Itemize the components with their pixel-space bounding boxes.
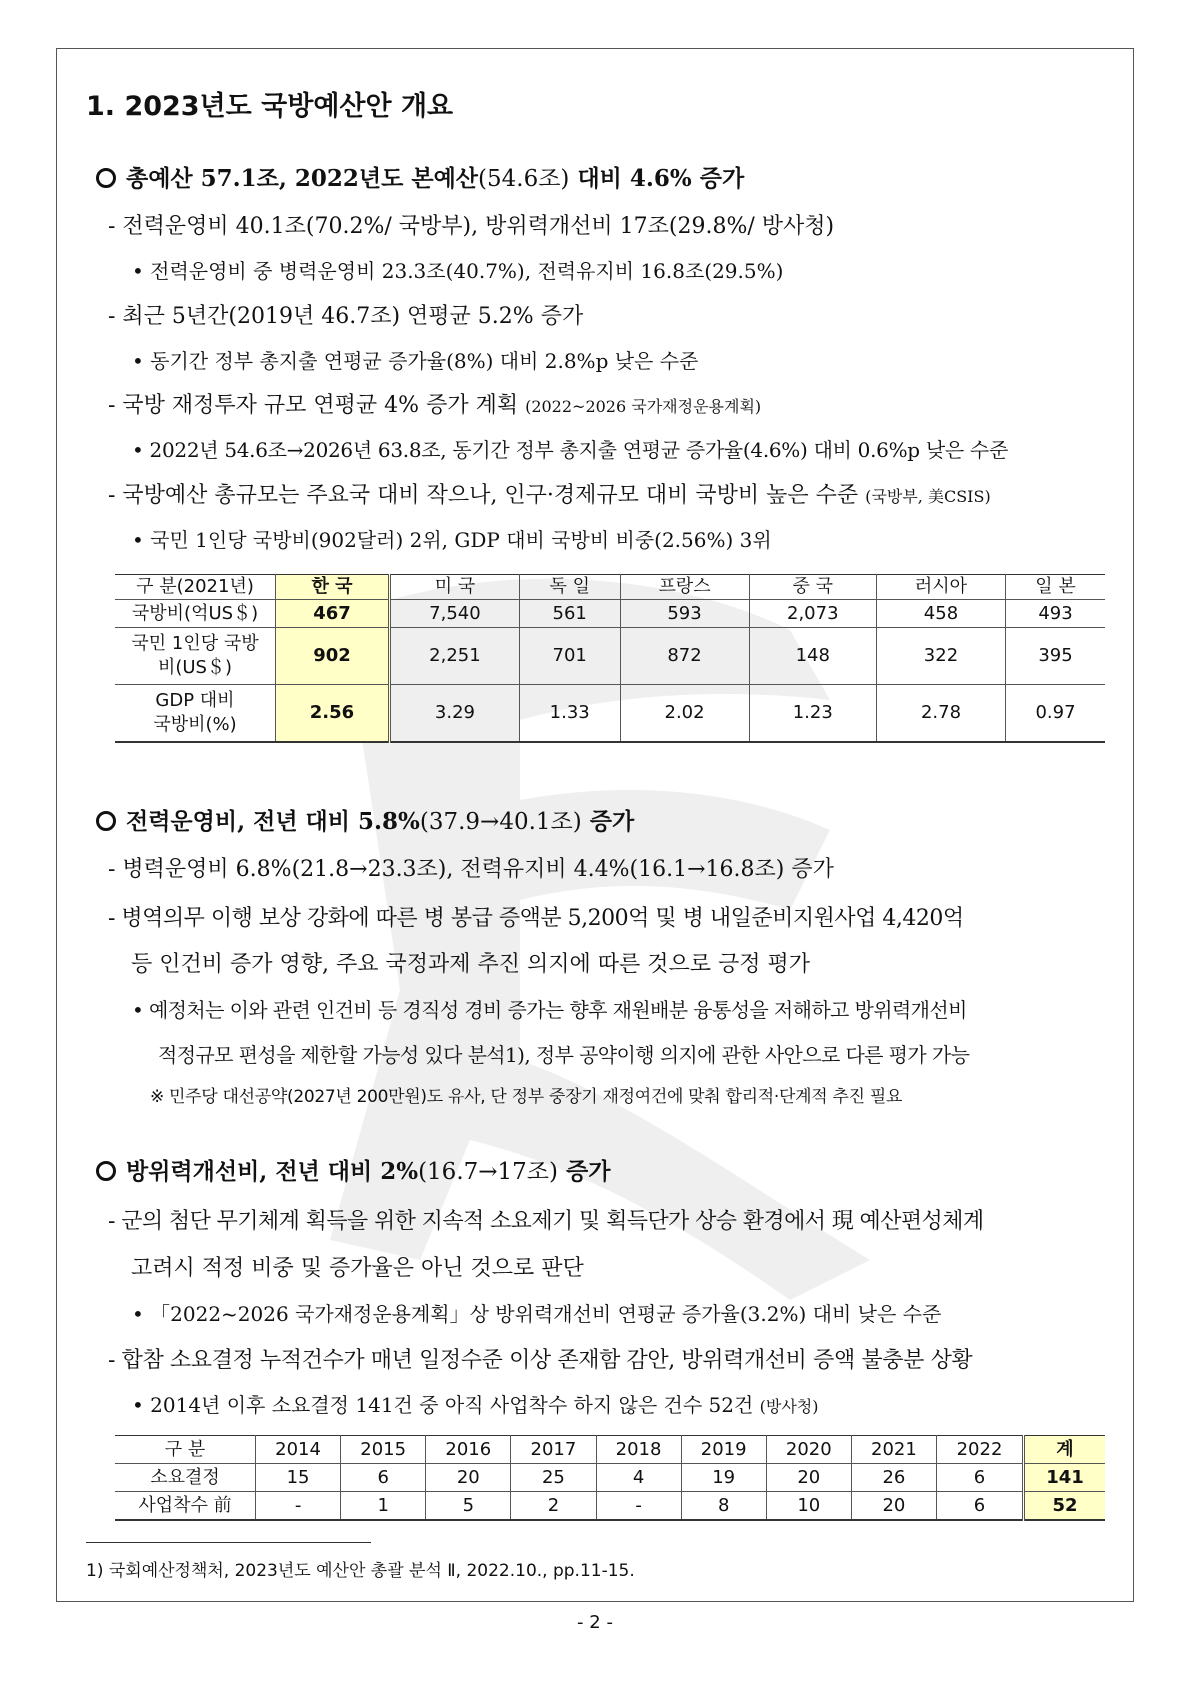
table-cell: 7,540 [390, 600, 520, 628]
table-header-cell: 미 국 [390, 575, 520, 600]
table-cell: 872 [620, 628, 749, 685]
table-cell: 561 [519, 600, 620, 628]
table-header-cell: 중 국 [749, 575, 876, 600]
table-row [115, 1492, 1105, 1521]
table-header-cell: 2016 [426, 1436, 511, 1464]
table-cell: - [596, 1492, 681, 1521]
s1-bullet-4: - 국방예산 총규모는 주요국 대비 작으나, 인구·경제규모 대비 국방비 높은 수준 (국방부, 美CSIS) [108, 483, 991, 508]
table-header-row [115, 1436, 1105, 1464]
table-header-cell: 한 국 [276, 575, 390, 600]
s1-bullet-1: - 전력운영비 40.1조(70.2%/ 국방부), 방위력개선비 17조(29.8%/ 방사청) [108, 214, 835, 239]
s3-bullet-2: - 합참 소요결정 누적건수가 매년 일정수준 이상 존재함 감안, 방위력개선비 증액 불충분 상황 [108, 1348, 973, 1373]
total-cell: 52 [1024, 1492, 1106, 1521]
table-cell: 19 [681, 1464, 766, 1492]
s3-bullet-2a: • 2014년 이후 소요결정 141건 중 아직 사업착수 하지 않은 건수 52건 (방사청) [132, 1393, 819, 1417]
s1-bullet-2: - 최근 5년간(2019년 46.7조) 연평균 5.2% 증가 [108, 304, 584, 329]
table-cell: 20 [426, 1464, 511, 1492]
s1-bullet-3a: • 2022년 54.6조→2026년 63.8조, 동기간 정부 총지출 연평균 증가율(4.6%) 대비 0.6%p 낮은 수준 [132, 438, 1008, 462]
s1-bullet-4a: • 국민 1인당 국방비(902달러) 2위, GDP 대비 국방비 비중(2.56%) 3위 [132, 528, 772, 552]
table-cell: 6 [937, 1464, 1024, 1492]
table-header-cell: 구 분(2021년) [115, 575, 276, 600]
table-header-cell: 2017 [511, 1436, 596, 1464]
table-cell: 902 [276, 628, 390, 685]
s2-bullet-2-line1: - 병역의무 이행 보상 강화에 따른 병 봉급 증액분 5,200억 및 병 내일준비지원사업 4,420억 [108, 906, 964, 931]
s2-bullet-2-line2: 등 인건비 증가 영향, 주요 국정과제 추진 의지에 따른 것으로 긍정 평가 [131, 952, 810, 977]
table-cell: 2.02 [620, 685, 749, 743]
s2-note: ※ 민주당 대선공약(2027년 200만원)도 유사, 단 정부 중장기 재정여건에 맞춰 합리적·단계적 추진 필요 [150, 1087, 903, 1107]
table-cell: - [256, 1492, 341, 1521]
table-cell: 20 [851, 1492, 936, 1521]
s1-bullet-1a: • 전력운영비 중 병력운영비 23.3조(40.7%), 전력유지비 16.8조(29.5%) [132, 259, 784, 283]
total-cell: 141 [1024, 1464, 1106, 1492]
table-cell: 493 [1005, 600, 1105, 628]
s3-bullet-1a: • 「2022~2026 국가재정운용계획」상 방위력개선비 연평균 증가율(3.2%) 대비 낮은 수준 [132, 1302, 942, 1326]
table-cell: 593 [620, 600, 749, 628]
table-cell: 5 [426, 1492, 511, 1521]
s3-bullet-1-line1: - 군의 첨단 무기체계 획득을 위한 지속적 소요제기 및 획득단가 상승 환경에서 現 예산편성체계 [108, 1209, 984, 1234]
defense-spending-comparison-table [115, 574, 1105, 743]
table-cell: 1 [341, 1492, 426, 1521]
table-cell: 322 [876, 628, 1005, 685]
table-header-row [115, 575, 1105, 600]
page-title: 1. 2023년도 국방예산안 개요 [86, 91, 454, 122]
requirement-decision-table [115, 1435, 1105, 1521]
table-cell: 2,251 [390, 628, 520, 685]
table-header-cell: 프랑스 [620, 575, 749, 600]
s2-bullet-2a-line2: 적정규모 편성을 제한할 가능성 있다 분석1), 정부 공약이행 의지에 관한 사안으로 다른 평가 가능 [158, 1043, 970, 1067]
table-cell: 395 [1005, 628, 1105, 685]
row-label: 국민 1인당 국방비(US＄) [115, 628, 276, 685]
table-row [115, 685, 1105, 743]
table-cell: 0.97 [1005, 685, 1105, 743]
table-cell: 10 [766, 1492, 851, 1521]
table-header-cell: 일 본 [1005, 575, 1105, 600]
table-cell: 2,073 [749, 600, 876, 628]
row-label: 소요결정 [115, 1464, 256, 1492]
table-cell: 1.23 [749, 685, 876, 743]
table-row [115, 1464, 1105, 1492]
table-cell: 8 [681, 1492, 766, 1521]
table-row [115, 600, 1105, 628]
table-cell: 2.78 [876, 685, 1005, 743]
table-cell: 4 [596, 1464, 681, 1492]
table-cell: 15 [256, 1464, 341, 1492]
table-header-cell: 구 분 [115, 1436, 256, 1464]
table-cell: 3.29 [390, 685, 520, 743]
section2-heading: 전력운영비, 전년 대비 5.8%(37.9→40.1조) 증가 [96, 803, 634, 836]
table-cell: 1.33 [519, 685, 620, 743]
table-cell: 458 [876, 600, 1005, 628]
table-header-cell: 러시아 [876, 575, 1005, 600]
table-header-cell: 2021 [851, 1436, 936, 1464]
row-label: 사업착수 前 [115, 1492, 256, 1521]
s3-bullet-1-line2: 고려시 적정 비중 및 증가율은 아닌 것으로 판단 [131, 1256, 584, 1281]
table-row [115, 628, 1105, 685]
page-number: - 2 - [577, 1612, 613, 1633]
table-header-cell: 2014 [256, 1436, 341, 1464]
section3-heading: 방위력개선비, 전년 대비 2%(16.7→17조) 증가 [96, 1153, 610, 1186]
table-header-cell: 2022 [937, 1436, 1024, 1464]
circle-bullet-icon [96, 1161, 116, 1181]
row-label: GDP 대비 국방비(%) [115, 685, 276, 743]
table-cell: 25 [511, 1464, 596, 1492]
table-header-cell: 독 일 [519, 575, 620, 600]
row-label: 국방비(억US＄) [115, 600, 276, 628]
table-header-cell: 2018 [596, 1436, 681, 1464]
table-cell: 6 [341, 1464, 426, 1492]
s2-bullet-2a-line1: • 예정처는 이와 관련 인건비 등 경직성 경비 증가는 향후 재원배분 융통성을 저해하고 방위력개선비 [132, 998, 967, 1022]
circle-bullet-icon [96, 811, 116, 831]
table-cell: 701 [519, 628, 620, 685]
table-cell: 2 [511, 1492, 596, 1521]
s1-bullet-2a: • 동기간 정부 총지출 연평균 증가율(8%) 대비 2.8%p 낮은 수준 [132, 349, 699, 373]
table-cell: 20 [766, 1464, 851, 1492]
s1-bullet-3: - 국방 재정투자 규모 연평균 4% 증가 계획 (2022~2026 국가재정운용계획) [108, 393, 762, 418]
table-header-cell: 2015 [341, 1436, 426, 1464]
table-cell: 26 [851, 1464, 936, 1492]
table-header-cell: 계 [1024, 1436, 1106, 1464]
table-header-cell: 2019 [681, 1436, 766, 1464]
footnote-divider [86, 1542, 371, 1543]
footnote: 1) 국회예산정책처, 2023년도 예산안 총괄 분석 Ⅱ, 2022.10., pp.11-15. [86, 1561, 635, 1581]
s2-bullet-1: - 병력운영비 6.8%(21.8→23.3조), 전력유지비 4.4%(16.1→16.8조) 증가 [108, 857, 834, 882]
section1-heading: 총예산 57.1조, 2022년도 본예산(54.6조) 대비 4.6% 증가 [96, 160, 744, 193]
circle-bullet-icon [96, 168, 116, 188]
table-cell: 2.56 [276, 685, 390, 743]
table-header-cell: 2020 [766, 1436, 851, 1464]
table-cell: 467 [276, 600, 390, 628]
table-cell: 6 [937, 1492, 1024, 1521]
table-cell: 148 [749, 628, 876, 685]
